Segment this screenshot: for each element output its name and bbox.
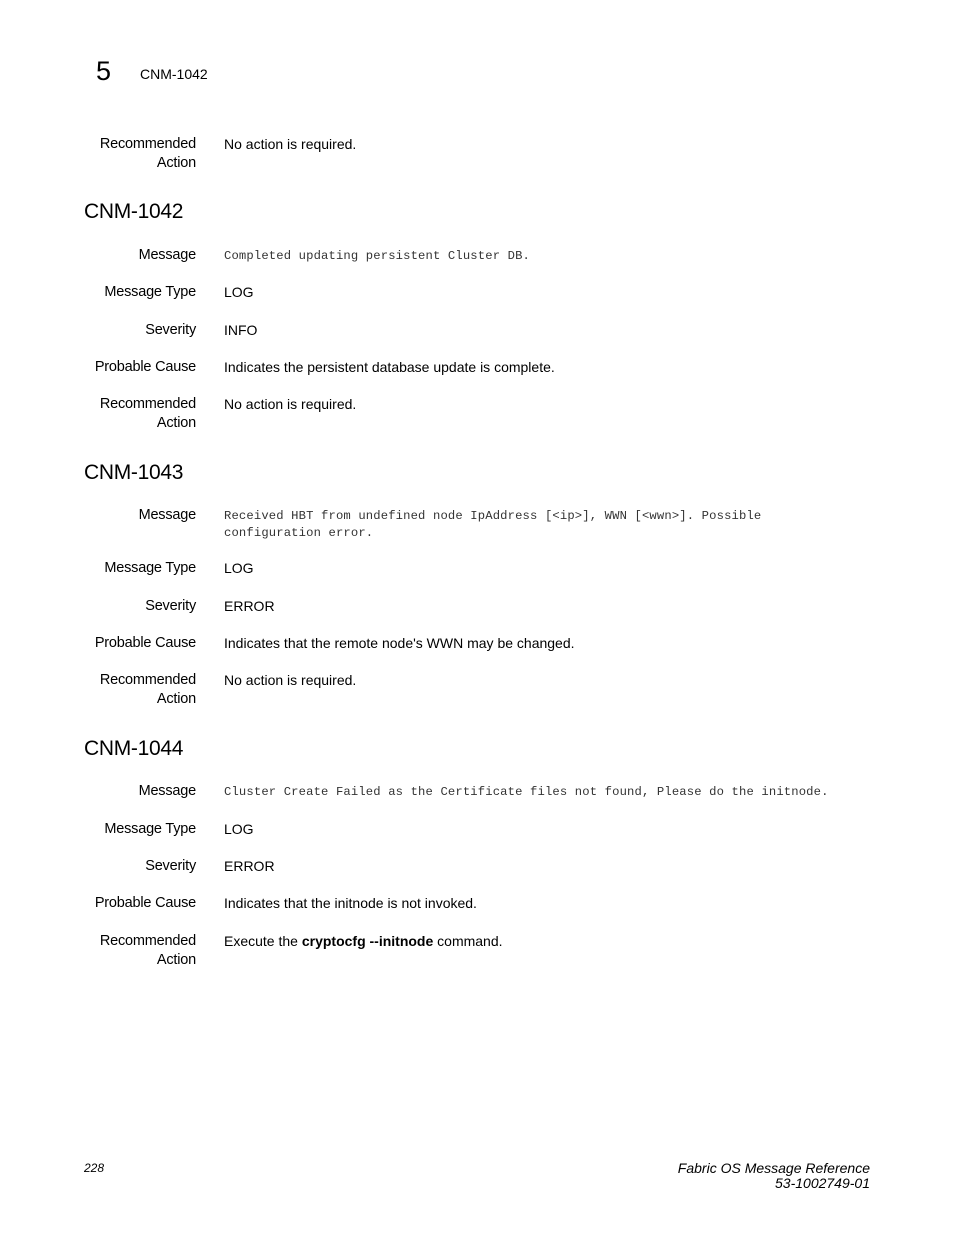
doc-number: 53-1002749-01 (775, 1175, 870, 1191)
action-suffix: command. (433, 933, 503, 949)
message-type-value: LOG (224, 284, 254, 300)
message-line-1: Received HBT from undefined node IpAddress [<ip>], WWN [<wwn>]. Possible (224, 509, 762, 523)
message-type-label: Message Type (104, 560, 196, 576)
probable-cause-value: Indicates the persistent database update is complete. (224, 359, 555, 375)
message-label: Message (138, 783, 196, 799)
message-text: Completed updating persistent Cluster DB. (224, 249, 531, 263)
running-title: CNM-1042 (140, 66, 208, 82)
probable-cause-value: Indicates that the remote node's WWN may be changed. (224, 635, 575, 651)
severity-label: Severity (145, 858, 196, 874)
message-type-value: LOG (224, 821, 254, 837)
severity-label: Severity (145, 598, 196, 614)
section-title-cnm-1044: CNM-1044 (84, 737, 184, 760)
section-title-cnm-1042: CNM-1042 (84, 200, 184, 223)
recommended-action-label (100, 671, 196, 709)
doc-title: Fabric OS Message Reference (677, 1160, 870, 1176)
chapter-number: 5 (96, 56, 112, 86)
label-line-1: Recommended (99, 933, 196, 949)
recommended-action-value (224, 932, 503, 951)
label-line-1: Recommended (99, 136, 196, 152)
severity-label: Severity (145, 322, 196, 338)
recommended-action-label (100, 395, 196, 433)
section-title-cnm-1043: CNM-1043 (84, 461, 184, 484)
recommended-action-label (100, 135, 196, 173)
label-line-2: Action (156, 415, 196, 431)
message-type-label: Message Type (104, 284, 196, 300)
probable-cause-value: Indicates that the initnode is not invoked. (224, 895, 477, 911)
message-type-label: Message Type (104, 821, 196, 837)
label-line-2: Action (156, 691, 196, 707)
page-number: 228 (84, 1161, 105, 1175)
severity-value: INFO (224, 322, 258, 338)
message-label: Message (138, 247, 196, 263)
label-line-1: Recommended (99, 672, 196, 688)
message-type-value: LOG (224, 560, 254, 576)
message-line-2: configuration error. (224, 526, 374, 540)
doc-info (678, 1161, 870, 1191)
label-line-1: Recommended (99, 396, 196, 412)
probable-cause-label: Probable Cause (94, 895, 196, 911)
recommended-action-label (100, 932, 196, 970)
recommended-action-value: No action is required. (224, 672, 357, 688)
probable-cause-label: Probable Cause (94, 359, 196, 375)
message-text: Cluster Create Failed as the Certificate files not found, Please do the initnode. (224, 785, 829, 799)
label-line-2: Action (156, 952, 196, 968)
severity-value: ERROR (224, 858, 275, 874)
recommended-action-value: No action is required. (224, 396, 357, 412)
command-name: cryptocfg --initnode (301, 933, 434, 949)
action-prefix: Execute the (224, 933, 302, 949)
message-label: Message (138, 507, 196, 523)
message-text (224, 508, 761, 542)
probable-cause-label: Probable Cause (94, 635, 196, 651)
severity-value: ERROR (224, 598, 275, 614)
label-line-2: Action (156, 155, 196, 171)
recommended-action-value: No action is required. (224, 136, 357, 152)
